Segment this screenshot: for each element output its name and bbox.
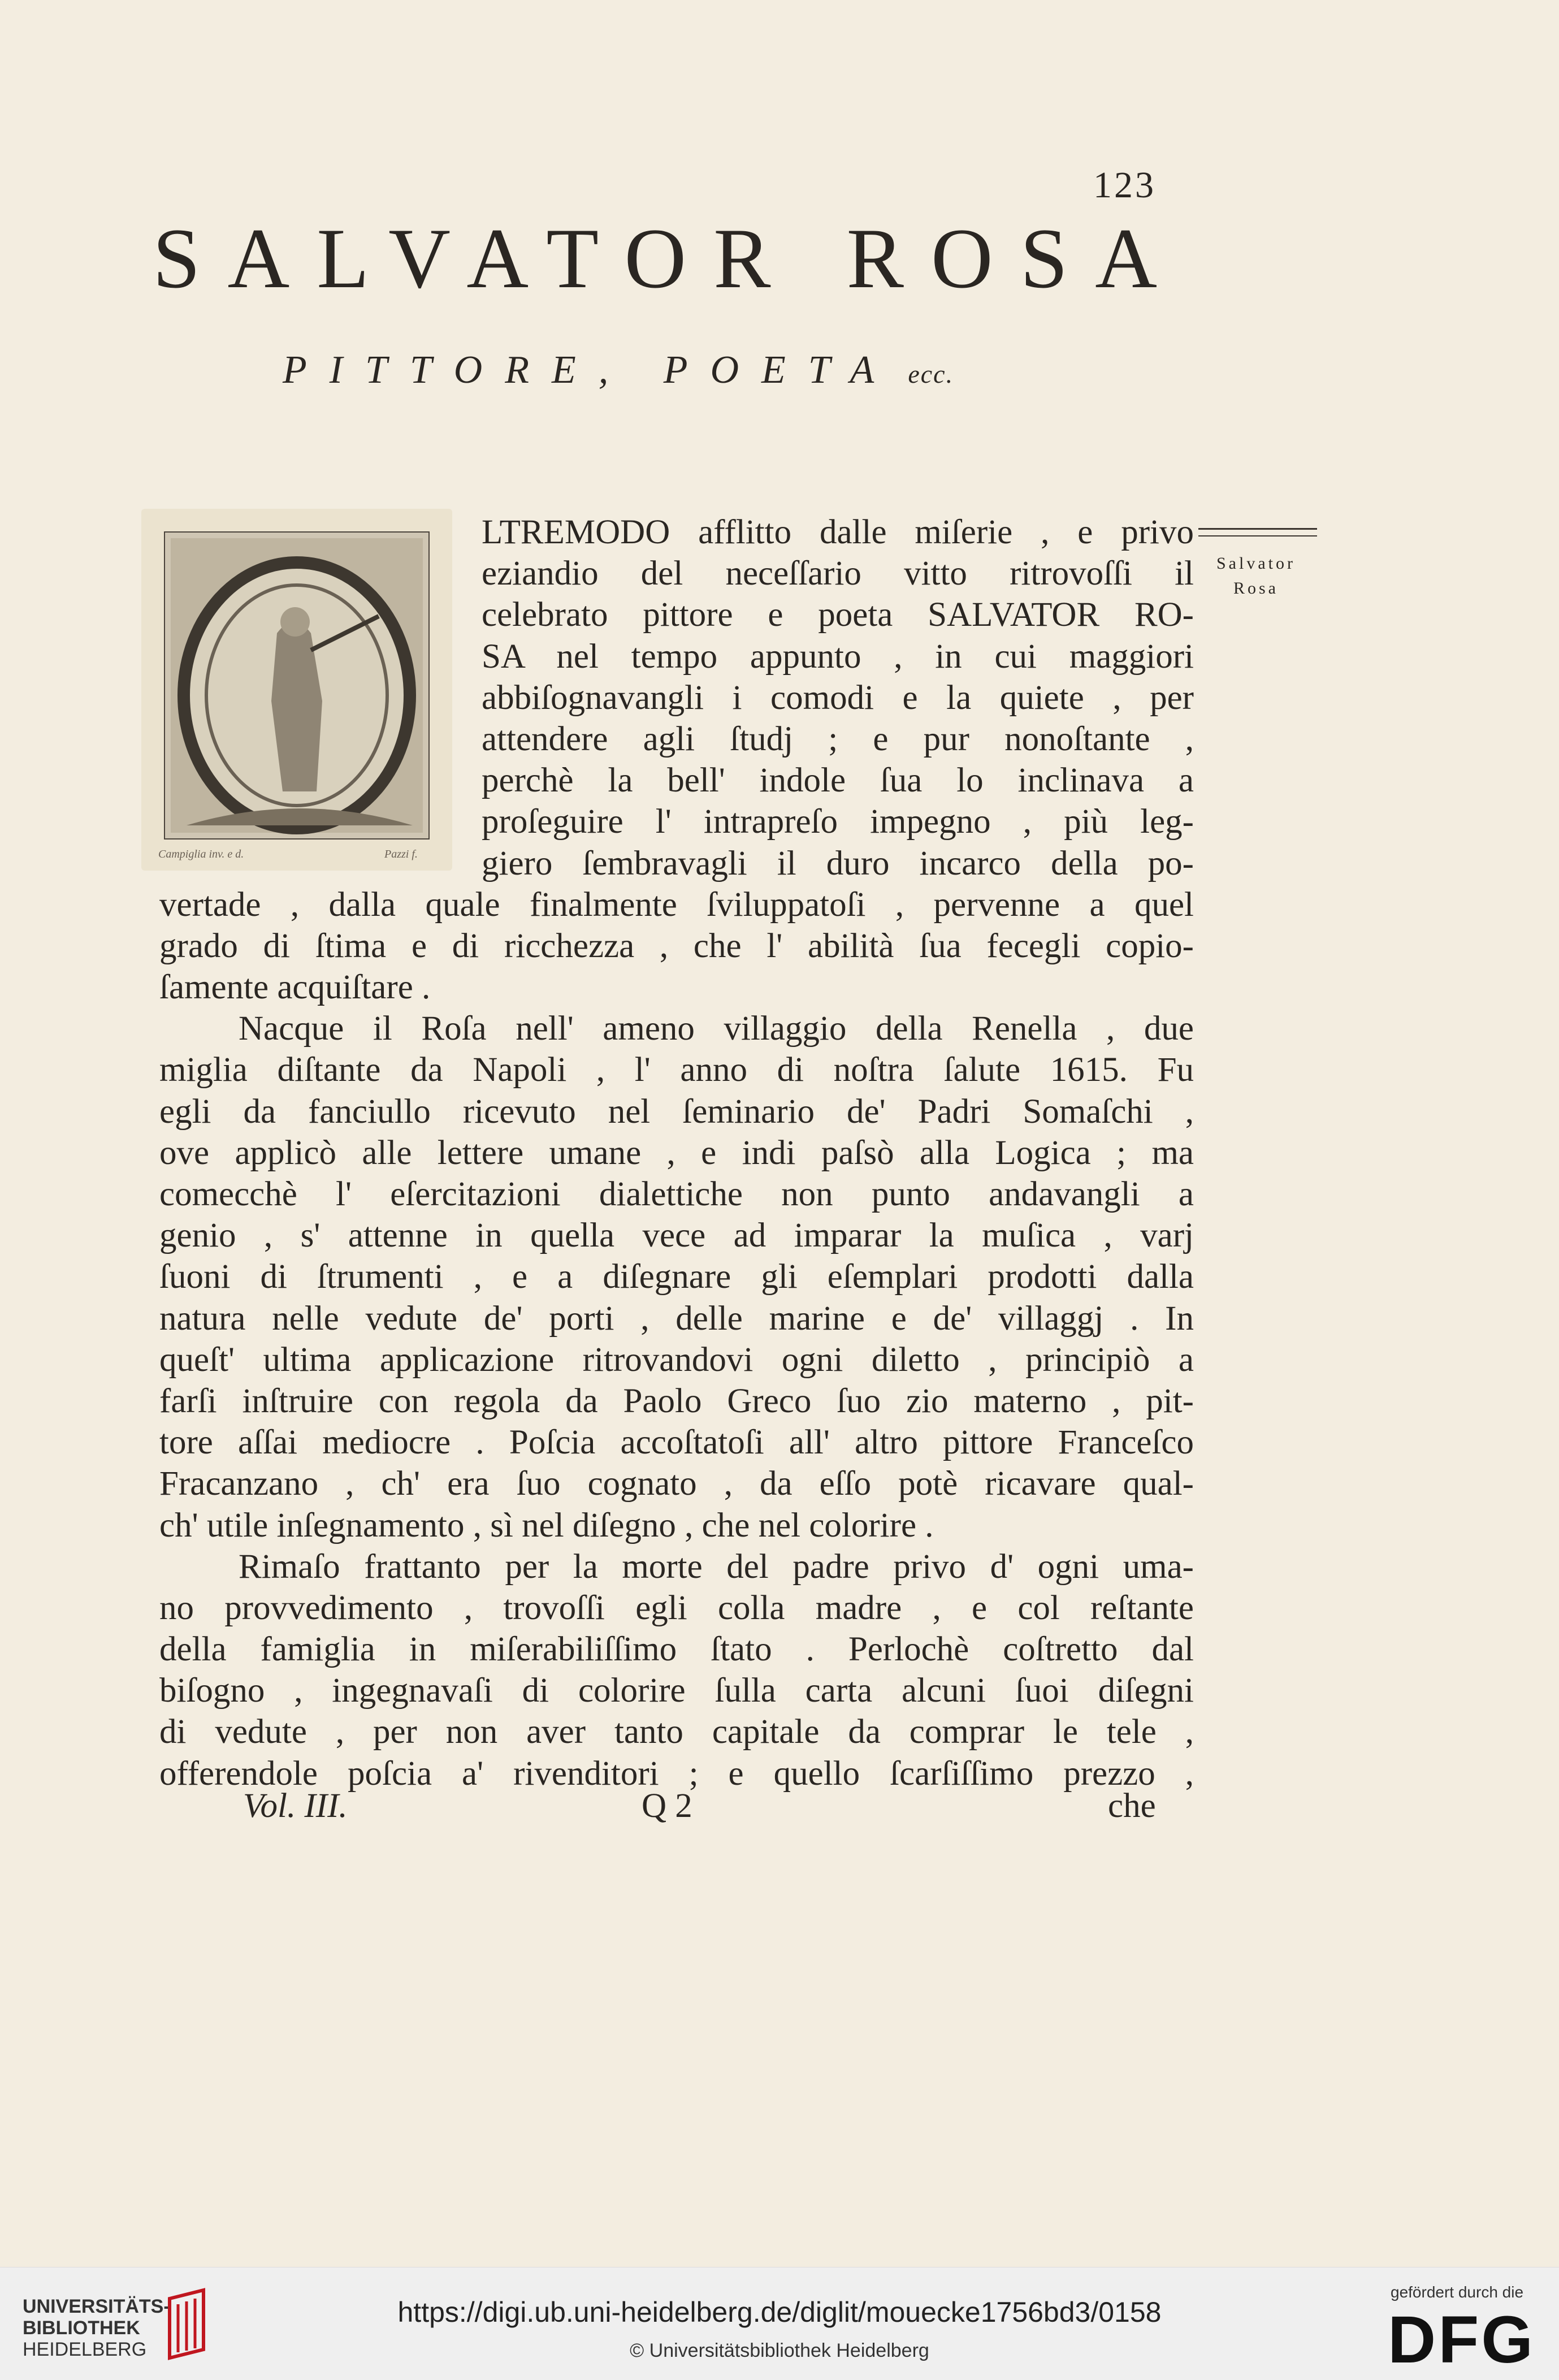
- chapter-subtitle: [283, 348, 1074, 393]
- text-line: di vedute , per non aver tanto capitale da comprar le tele ,: [159, 1713, 1194, 1751]
- text-line: abbiſognavangli i comodi e la quiete , per: [482, 678, 1194, 717]
- subtitle-suffix: ecc.: [908, 360, 954, 388]
- text-line: vertade , dalla quale finalmente ſviluppatoſi , pervenne a quel: [159, 885, 1194, 924]
- text-line: giero ſembravagli il duro incarco della po-: [482, 844, 1194, 882]
- copyright-notice: © Universitätsbibliothek Heidelberg: [630, 2340, 929, 2361]
- text-line: ch' utile inſegnamento , sì nel diſegno , che nel colorire .: [159, 1506, 934, 1544]
- permalink-url[interactable]: https://digi.ub.uni-heidelberg.de/diglit/mouecke1756bd3/0158: [397, 2296, 1162, 2328]
- body-text: [159, 512, 1194, 1794]
- text-line: tore aſſai mediocre . Poſcia accoſtatoſi all' altro pittore Franceſco: [159, 1423, 1194, 1462]
- dfg-logo[interactable]: DFG: [1388, 2303, 1536, 2377]
- text-line: celebrato pittore e poeta SALVATOR RO-: [482, 596, 1194, 634]
- text-line: della famiglia in miſerabiliſſimo ſtato . Perlochè coſtretto dal: [159, 1630, 1194, 1669]
- signature-mark: Q 2: [642, 1787, 692, 1825]
- subtitle-main: PITTORE, POETA: [283, 348, 897, 392]
- text-line: perchè la bell' indole ſua lo inclinava a: [482, 761, 1194, 800]
- text-line: egli da fanciullo ricevuto nel ſeminario de' Padri Somaſchi ,: [159, 1092, 1194, 1131]
- text-line: Nacque il Roſa nell' ameno villaggio della Renella , due: [239, 1010, 1194, 1048]
- library-name-line: UNIVERSITÄTS-: [23, 2296, 170, 2317]
- text-line: biſogno , ingegnavaſi di colorire ſulla carta alcuni ſuoi diſegni: [159, 1672, 1194, 1710]
- library-name-line: BIBLIOTHEK: [23, 2317, 140, 2339]
- margin-note: [1199, 551, 1313, 601]
- text-line: proſeguire l' intrapreſo impegno , più leg-: [482, 803, 1194, 841]
- text-line: farſi inſtruire con regola da Paolo Greco ſuo zio materno , pit-: [159, 1382, 1194, 1420]
- text-line: natura nelle vedute de' porti , delle marine e de' villaggj . In: [159, 1299, 1194, 1338]
- text-line: SA nel tempo appunto , in cui maggiori: [482, 637, 1194, 676]
- text-line: miglia diſtante da Napoli , l' anno di noſtra ſalute 1615. Fu: [159, 1051, 1194, 1089]
- text-line: eziandio del neceſſario vitto ritrovoſſi il: [482, 555, 1194, 593]
- engraving-caption-right: Pazzi f.: [384, 848, 418, 860]
- text-line: comecchè l' eſercitazioni dialettiche non punto andavangli a: [159, 1175, 1194, 1213]
- library-name-line: HEIDELBERG: [23, 2339, 147, 2360]
- text-line: ove applicò alle lettere umane , e indi paſsò alla Logica ; ma: [159, 1133, 1194, 1172]
- text-line: grado di ſtima e di ricchezza , che l' abilità ſua fecegli copio-: [159, 927, 1194, 965]
- margin-rule: [1198, 528, 1317, 536]
- text-line: ſamente acquiſtare .: [159, 968, 431, 1007]
- text-line: no provvedimento , trovoſſi egli colla madre , e col reſtante: [159, 1589, 1194, 1627]
- catchword: che: [1108, 1787, 1156, 1825]
- text-line: LTREMODO afflitto dalle miſerie , e privo: [482, 513, 1194, 551]
- chapter-title: SALVATOR ROSA: [153, 211, 1185, 306]
- margin-note-line: Salvator: [1216, 554, 1296, 573]
- text-line: ſuoni di ſtrumenti , e a diſegnare gli eſemplari prodotti dalla: [159, 1258, 1194, 1296]
- page-number: 123: [1093, 165, 1156, 206]
- text-line: attendere agli ſtudj ; e pur nonoſtante ,: [482, 720, 1194, 758]
- engraving-caption-left: Campiglia inv. e d.: [158, 848, 244, 860]
- volume-label: Vol. III.: [243, 1787, 348, 1825]
- text-line: Fracanzano , ch' era ſuo cognato , da eſſo potè ricavare qual-: [159, 1465, 1194, 1503]
- viewer-footer-bar: [0, 2267, 1559, 2380]
- text-line: offerendole poſcia a' rivenditori ; e quello ſcarſiſſimo prezzo ,: [159, 1754, 1194, 1793]
- text-line: queſt' ultima applicazione ritrovandovi ogni diletto , principiò a: [159, 1340, 1194, 1379]
- page-footer: [0, 1786, 1559, 1832]
- text-line: genio , s' attenne in quella vece ad imparar la muſica , varj: [159, 1217, 1194, 1255]
- funder-label: gefördert durch die: [1391, 2283, 1524, 2301]
- text-line: Rimaſo frattanto per la morte del padre privo d' ogni uma-: [239, 1547, 1194, 1586]
- margin-note-line: Rosa: [1233, 579, 1279, 598]
